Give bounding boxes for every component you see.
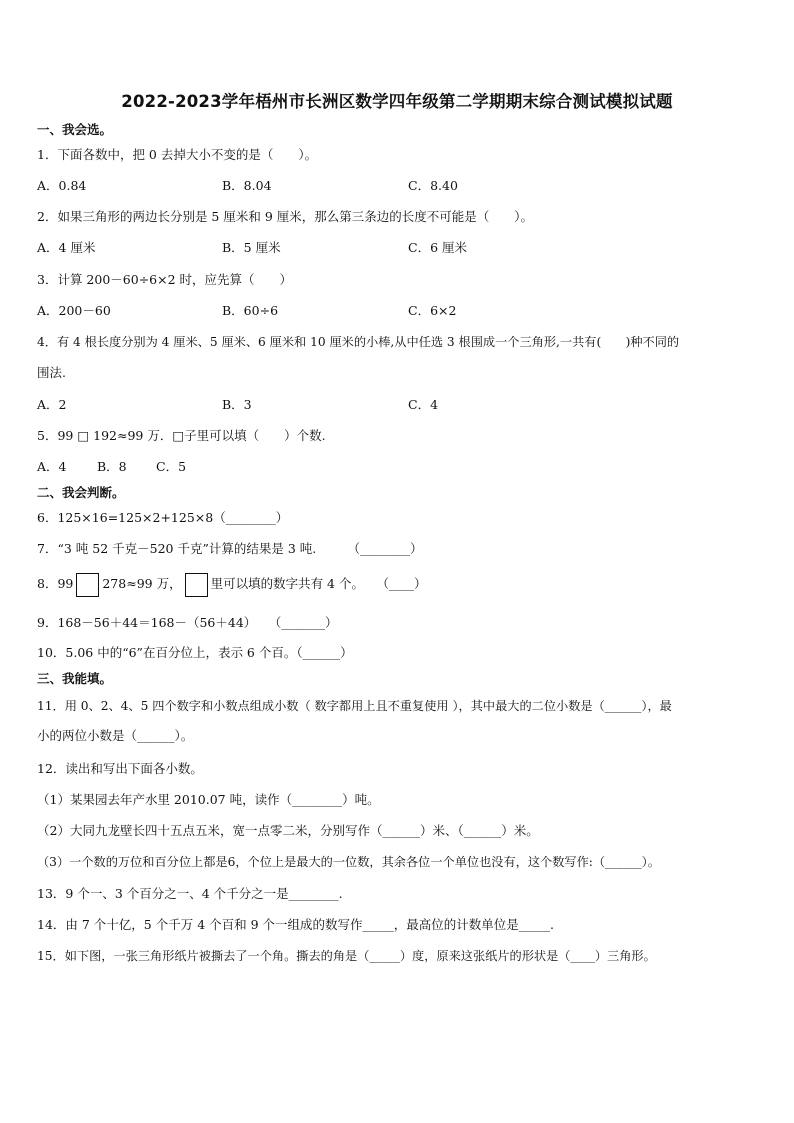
question-14: 14．由 7 个十亿，5 个千万 4 个百和 9 个一组成的数写作_____，最高位的计数单位是_____. (37, 917, 555, 932)
option-c: C．5 (156, 459, 187, 474)
option-c: C．6 厘米 (408, 240, 467, 255)
question-2: 2．如果三角形的两边长分别是 5 厘米和 9 厘米，那么第三条边的长度不可能是（ ）。 (37, 209, 534, 224)
option-b: B．5 厘米 (222, 240, 281, 255)
option-b: B．60÷6 (222, 303, 279, 318)
option-a: A．0.84 (37, 178, 87, 193)
question-9: 9．168－56＋44＝168－（56＋44） （_______） (37, 615, 338, 630)
answer-box (76, 573, 99, 597)
option-b: B．8 (97, 459, 127, 474)
question-7: 7．“3 吨 52 千克－520 千克”计算的结果是 3 吨. （________） (37, 541, 423, 556)
answer-box (185, 573, 208, 597)
question-13: 13．9 个一、3 个百分之一、4 个千分之一是________. (37, 886, 343, 901)
question-8 (37, 571, 426, 597)
option-c: C．8.40 (408, 178, 458, 193)
option-a: A．4 厘米 (37, 240, 96, 255)
question-4: 4．有 4 根长度分别为 4 厘米、5 厘米、6 厘米和 10 厘米的小棒,从中任选 3 根围成一个三角形,一共有( )种不同的 (37, 335, 680, 349)
question-15: 15．如下图，一张三角形纸片被撕去了一个角。撕去的角是（_____）度，原来这张纸片的形状是（____）三角形。 (37, 949, 656, 963)
section-heading: 二、我会判断。 (37, 485, 125, 500)
page-title: 2022-2023学年梧州市长洲区数学四年级第二学期期末综合测试模拟试题 (121, 92, 673, 111)
question-12-part1: （1）某果园去年产水里 2010.07 吨，读作（________）吨。 (37, 792, 380, 807)
question-12-part2: （2）大同九龙壁长四十五点五米，宽一点零二米，分别写作（______）米、（______）米。 (37, 823, 539, 838)
question-4-continued: 围法. (37, 365, 66, 380)
question-8-part2: 278≈99 万， (102, 576, 182, 591)
option-b: B．8.04 (222, 178, 272, 193)
option-a: A．2 (37, 397, 67, 412)
question-3: 3．计算 200－60÷6×2 时，应先算（ ） (37, 272, 293, 287)
question-11-continued: 小的两位小数是（______）。 (37, 728, 194, 743)
question-11: 11．用 0、2、4、5 四个数字和小数点组成小数（ 数字都用上且不重复使用 ），其中最大的二位小数是（______），最 (37, 699, 672, 713)
question-10: 10．5.06 中的“6”在百分位上，表示 6 个百。（______） (37, 645, 353, 660)
question-6: 6．125×16=125×2+125×8（________） (37, 510, 289, 525)
question-8-part3: 里可以填的数字共有 4 个。 （____） (210, 576, 427, 591)
option-c: C．6×2 (408, 303, 457, 318)
option-a: A．200－60 (37, 303, 111, 318)
question-8-part1: 8．99 (37, 576, 74, 591)
question-5: 5．99 □ 192≈99 万．□子里可以填（ ）个数. (37, 428, 326, 443)
option-c: C．4 (408, 397, 439, 412)
question-12: 12．读出和写出下面各小数。 (37, 761, 203, 776)
question-12-part3: （3）一个数的万位和百分位上都是6，个位上是最大的一位数，其余各位一个单位也没有，这个数写作:（______）。 (37, 855, 660, 869)
section-heading: 一、我会选。 (37, 122, 113, 137)
section-heading: 三、我能填。 (37, 671, 113, 686)
question-1: 1．下面各数中，把 0 去掉大小不变的是（ ）。 (37, 147, 318, 162)
option-b: B．3 (222, 397, 252, 412)
option-a: A．4 (37, 459, 67, 474)
